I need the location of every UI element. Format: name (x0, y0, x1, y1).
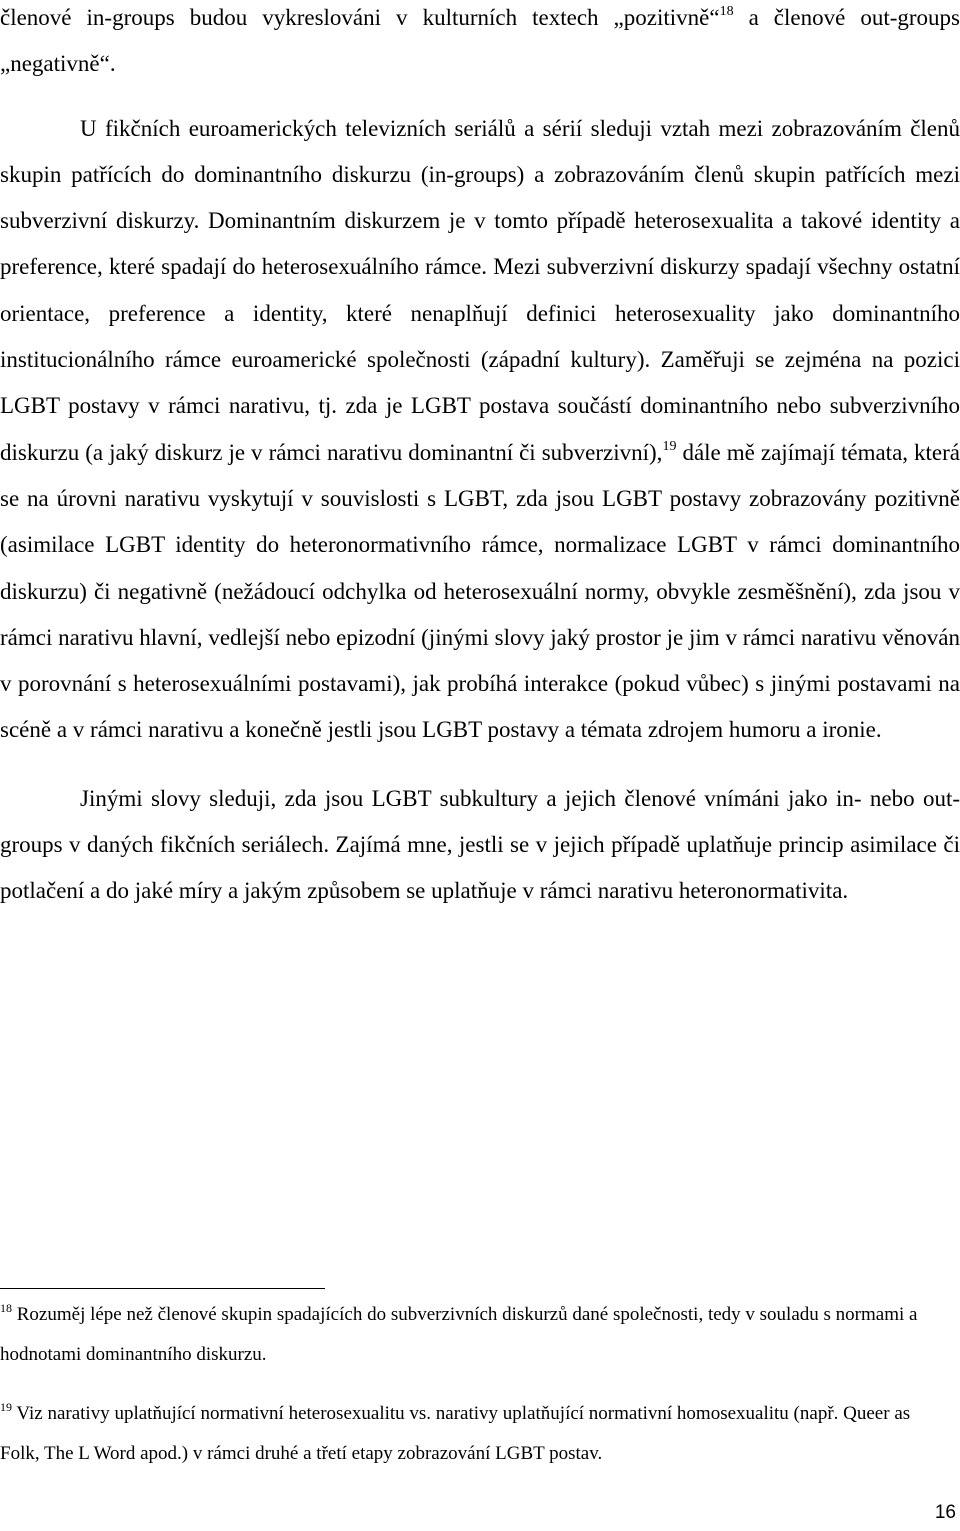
paragraph-scope (0, 106, 960, 754)
paragraph-text: členové in-groups budou vykreslováni v kulturních textech „pozitivně“ (0, 5, 720, 30)
footnote-text: Rozuměj lépe než členové skupin spadajících do subverzivních diskurzů dané společnosti, tedy v souladu s normami a hodnotami dominantního diskurzu. (0, 1304, 918, 1365)
footnote-number: 18 (0, 1301, 12, 1315)
footnote-19 (0, 1394, 940, 1474)
footnote-number: 19 (0, 1400, 12, 1414)
page-number: 16 (934, 1502, 956, 1523)
footnote-18 (0, 1295, 940, 1375)
footnote-ref-18[interactable]: 18 (719, 4, 734, 19)
paragraph-summary: Jinými slovy sleduji, zda jsou LGBT subkultury a jejich členové vnímáni jako in- nebo out-groups v daných fikčních seriálech. Zajímá mne, jestli se v jejich případě uplatňuje princip asimilace či potlačení a do jaké míry a jakým způsobem se uplatňuje v rámci narativu heteronormativita. (0, 785, 960, 904)
paragraph-text: U fikčních euroamerických televizních seriálů a sérií sleduji vztah mezi zobrazováním členů skupin patřících do dominantního diskurzu (in-groups) a zobrazováním členů skupin patřících mezi subverzivní diskurzy. Dominantním diskurzem je v tomto případě heterosexualita a takové identity a preference, které spadají do heterosexuálního rámce. Mezi subverzivní diskurzy spadají všechny ostatní orientace, preference a identity, které nenaplňují definici heterosexuality jako dominantního institucionálního rámce euroamerické společnosti (západní kultury). Zaměřuji se zejména na pozici LGBT postavy v rámci narativu, tj. zda je LGBT postava součástí dominantního nebo subverzivního diskurzu (a jaký diskurz je v rámci narativu dominantní či subverzivní), (0, 115, 960, 465)
footnotes (0, 1295, 940, 1474)
paragraph-text: a členové out-groups „negativně“. (0, 5, 960, 77)
footnote-separator (0, 1288, 325, 1289)
paragraph-text: dále mě zajímají témata, která se na úrovni narativu vyskytují v souvislosti s LGBT, zda jsou LGBT postavy zobrazovány pozitivně (asimilace LGBT identity do heteronormativního rámce, normalizace LGBT v rámci dominantního diskurzu) či negativně (nežádoucí odchylka od heterosexuální normy, obvykle zesměšnění), zda jsou v rámci narativu hlavní, vedlejší nebo epizodní (jinými slovy jaký prostor je jim v rámci narativu věnován v porovnání s heterosexuálními postavami), jak probíhá interakce (pokud vůbec) s jinými postavami na scéně a v rámci narativu a konečně jestli jsou LGBT postavy a témata zdrojem humoru a ironie. (0, 439, 960, 743)
footnote-ref-19[interactable]: 19 (662, 438, 677, 454)
paragraph-continued (0, 0, 960, 88)
footnote-text: Viz narativy uplatňující normativní heterosexualitu vs. narativy uplatňující normativní homosexualitu (např. Queer as Folk, The L Word apod.) v rámci druhé a třetí etapy zobrazování LGBT postav. (0, 1403, 911, 1464)
